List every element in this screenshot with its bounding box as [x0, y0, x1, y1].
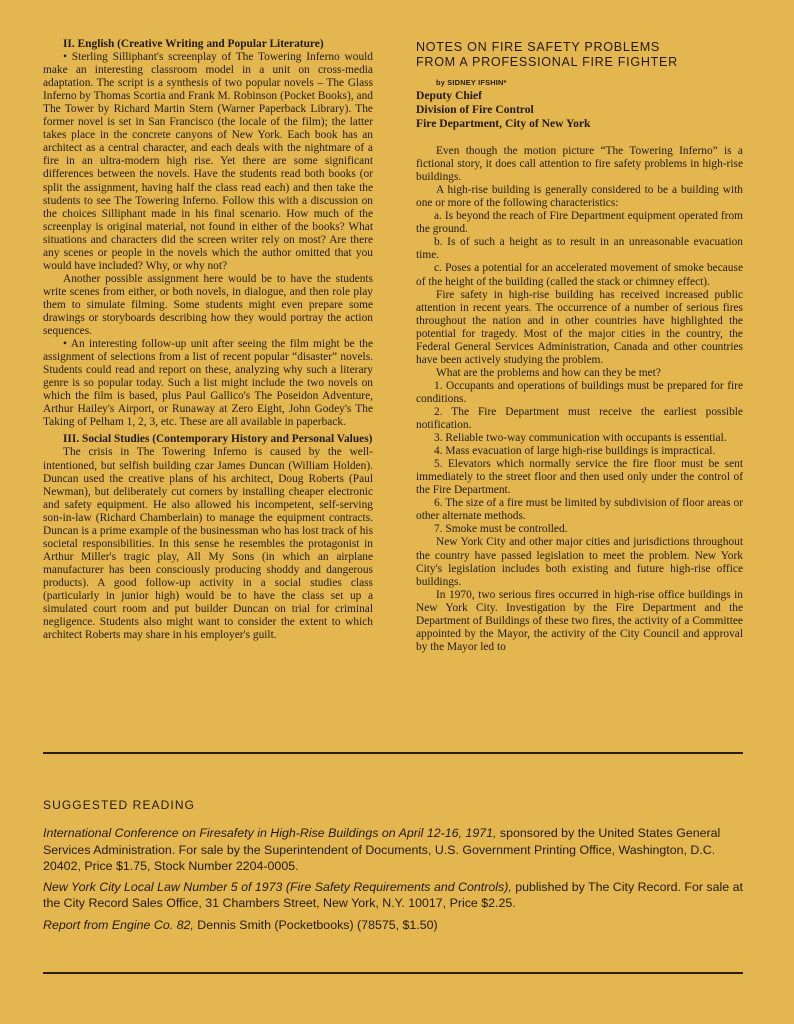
bottom-divider-rule — [43, 972, 743, 974]
problem-2: 2. The Fire Department must receive the earliest possible notification. — [416, 405, 743, 432]
affiliation-line-1: Deputy Chief — [416, 89, 483, 103]
article-title — [416, 40, 743, 70]
affiliation-line-2: Division of Fire Control — [416, 103, 534, 117]
problem-6: 6. The size of a fire must be limited by subdivision of floor areas or other alternate methods. — [416, 497, 743, 523]
section-2-heading: II. English (Creative Writing and Popular Literature) — [63, 38, 324, 50]
problem-5: 5. Elevators which normally service the fire floor must be sent immediately to the street floor and then used only under the control of the Fire Department. — [416, 458, 743, 497]
problem-1: 1. Occupants and operations of buildings must be prepared for fire conditions. — [416, 379, 743, 405]
reading-item-1 — [43, 825, 743, 874]
characteristic-a: a. Is beyond the reach of Fire Department equipment operated from the ground. — [416, 210, 743, 236]
problem-4: 4. Mass evacuation of large high-rise buildings is impractical. — [434, 445, 716, 458]
reading-item-3-details: Dennis Smith (Pocketbooks) (78575, $1.50) — [193, 917, 438, 932]
characteristic-b: b. Is of such a height as to result in an unreasonable evacuation time. — [416, 236, 743, 262]
article-byline: by SIDNEY IFSHIN* — [436, 78, 507, 87]
suggested-reading-heading: SUGGESTED READING — [43, 798, 196, 812]
reading-item-2 — [43, 879, 743, 912]
problem-3: 3. Reliable two-way communication with occupants is essential. — [434, 432, 727, 445]
top-divider-rule — [43, 752, 743, 754]
section-2-paragraph-3: • An interesting follow-up unit after seeing the film might be the assignment of selections from a list of recent popular “disaster” novels. Students could read and report on these, analyzing why such a literary genre is so popular today. Such a list might include the two novels on which the film is based, plus Paul Gallico's The Poseidon Adventure, Arthur Hailey's Airport, or Runaway at Zero Eight, John Godey's The Taking of Pelham 1, 2, 3, etc. These are all available in paperback. — [43, 338, 373, 429]
closing-paragraph-1: New York City and other major cities and jurisdictions throughout the country have passed legislation to meet the problem. New York City's legislation includes both existing and future high-rise office buildings. — [416, 536, 743, 588]
suggested-reading — [43, 797, 743, 938]
section-3-heading: III. Social Studies (Contemporary History and Personal Values) — [63, 433, 373, 446]
reading-item-3 — [43, 917, 743, 933]
right-column — [416, 38, 743, 654]
middle-paragraph-1: Fire safety in high-rise building has received increased public attention in recent years. The occurrence of a number of serious fires throughout the nation and in other countries have highlighted the potential for tragedy. Most of the major cities in the country, the Federal General Services Administration, Canada and other countries have been actively studying the problem. — [416, 288, 743, 366]
section-2-paragraph-1: • Sterling Silliphant's screenplay of The Towering Inferno would make an interesting classroom model in a unit on cross-media adaptation. The script is a synthesis of two popular novels – The Glass Inferno by Thomas Scortia and Frank M. Robinson (Pocket Books), and The Tower by Richard Martin Stern (Warner Paperback Library). The former novel is set in San Francisco (the locale of the film); the latter takes place in the concrete canyons of New York. Each book has an architect as a central character, and each deals with the nightmare of a fire in an ultra-modern high rise. Yet there are some significant differences between the novels. Have the students read both books (or split the assignment, having half the class read each) and then take the students to see The Towering Inferno. Follow this with a discussion on the choices Silliphant made in his final scenario. How much of the screenplay is original material, not found in either of the books? What situations and characters did the screen writer rely on most? Are there any scenes or people in the novels which the author omitted that you would have included? Why, or why not? — [43, 51, 373, 272]
affiliation-line-3: Fire Department, City of New York — [416, 117, 591, 131]
section-3-paragraph-1: The crisis in The Towering Inferno is caused by the well-intentioned, but selfish building czar James Duncan (William Holden). Duncan used the creative plans of his architect, Doug Roberts (Paul Newman), but deliberately cut corners by installing cheaper electronic and safety equipment. He also allowed his incompetent, self-serving son-in-law (Richard Chamberlain) to manage the equipment contracts. Duncan is a prime example of the businessman who has lost track of his societal responsibilities. In this sense he resembles the protagonist in Arthur Miller's tragic play, All My Sons (in which an airplane manufacturer has been consciously producing shoddy and dangerous products). A good follow-up activity in a social studies class (particularly in junior high) would be to have the class set up a simulated court room and put builder Duncan on trial for criminal negligence. Students also might want to consider the extent to which architect Roberts may share in his employer's guilt. — [43, 446, 373, 642]
reading-item-2-title: New York City Local Law Number 5 of 1973 (Fire Safety Requirements and Controls), — [43, 880, 512, 895]
reading-item-3-title: Report from Engine Co. 82, — [43, 917, 194, 932]
closing-paragraph-2: In 1970, two serious fires occurred in high-rise office buildings in New York City. Investigation by the Fire Department and the Department of Buildings of these two fires, the activity of a Committee appointed by the Mayor, the activity of the City Council and approval by the Mayor led to — [416, 588, 743, 653]
reading-item-1-details: sponsored by the United States General Services Administration. For sale by the Superintendent of Documents, U.S. Government Printing Office, Washington, D.C. 20402, Price $1.75, Stock Number 2204-0005. — [43, 826, 721, 873]
reading-item-1-title: International Conference on Firesafety in High-Rise Buildings on April 12-16, 1971, — [43, 826, 497, 841]
left-column — [43, 38, 373, 642]
intro-paragraph-2: A high-rise building is generally considered to be a building with one or more of the following characteristics: — [416, 184, 743, 210]
middle-paragraph-2: What are the problems and how can they be met? — [436, 366, 661, 379]
intro-paragraph-1: Even though the motion picture “The Towering Inferno” is a fictional story, it does call attention to fire safety problems in high-rise buildings. — [416, 145, 743, 184]
characteristic-c: c. Poses a potential for an accelerated movement of smoke because of the height of the building (called the stack or chimney effect). — [416, 262, 743, 288]
author-affiliation — [416, 89, 743, 131]
section-2-paragraph-2: Another possible assignment here would be to have the students write scenes from either, or both novels, in dialogue, and then role play them to simulate filming. Some students might even prepare some drawings or storyboards describing how they would portray the action sequences. — [43, 272, 373, 338]
article-title-line-1: NOTES ON FIRE SAFETY PROBLEMS — [416, 40, 660, 54]
article-title-line-2: FROM A PROFESSIONAL FIRE FIGHTER — [416, 55, 678, 69]
problem-7: 7. Smoke must be controlled. — [434, 523, 568, 536]
reading-item-2-details: published by The City Record. For sale at the City Record Sales Office, 31 Chambers Street, New York, N.Y. 10017, Price $2.25. — [43, 880, 743, 911]
